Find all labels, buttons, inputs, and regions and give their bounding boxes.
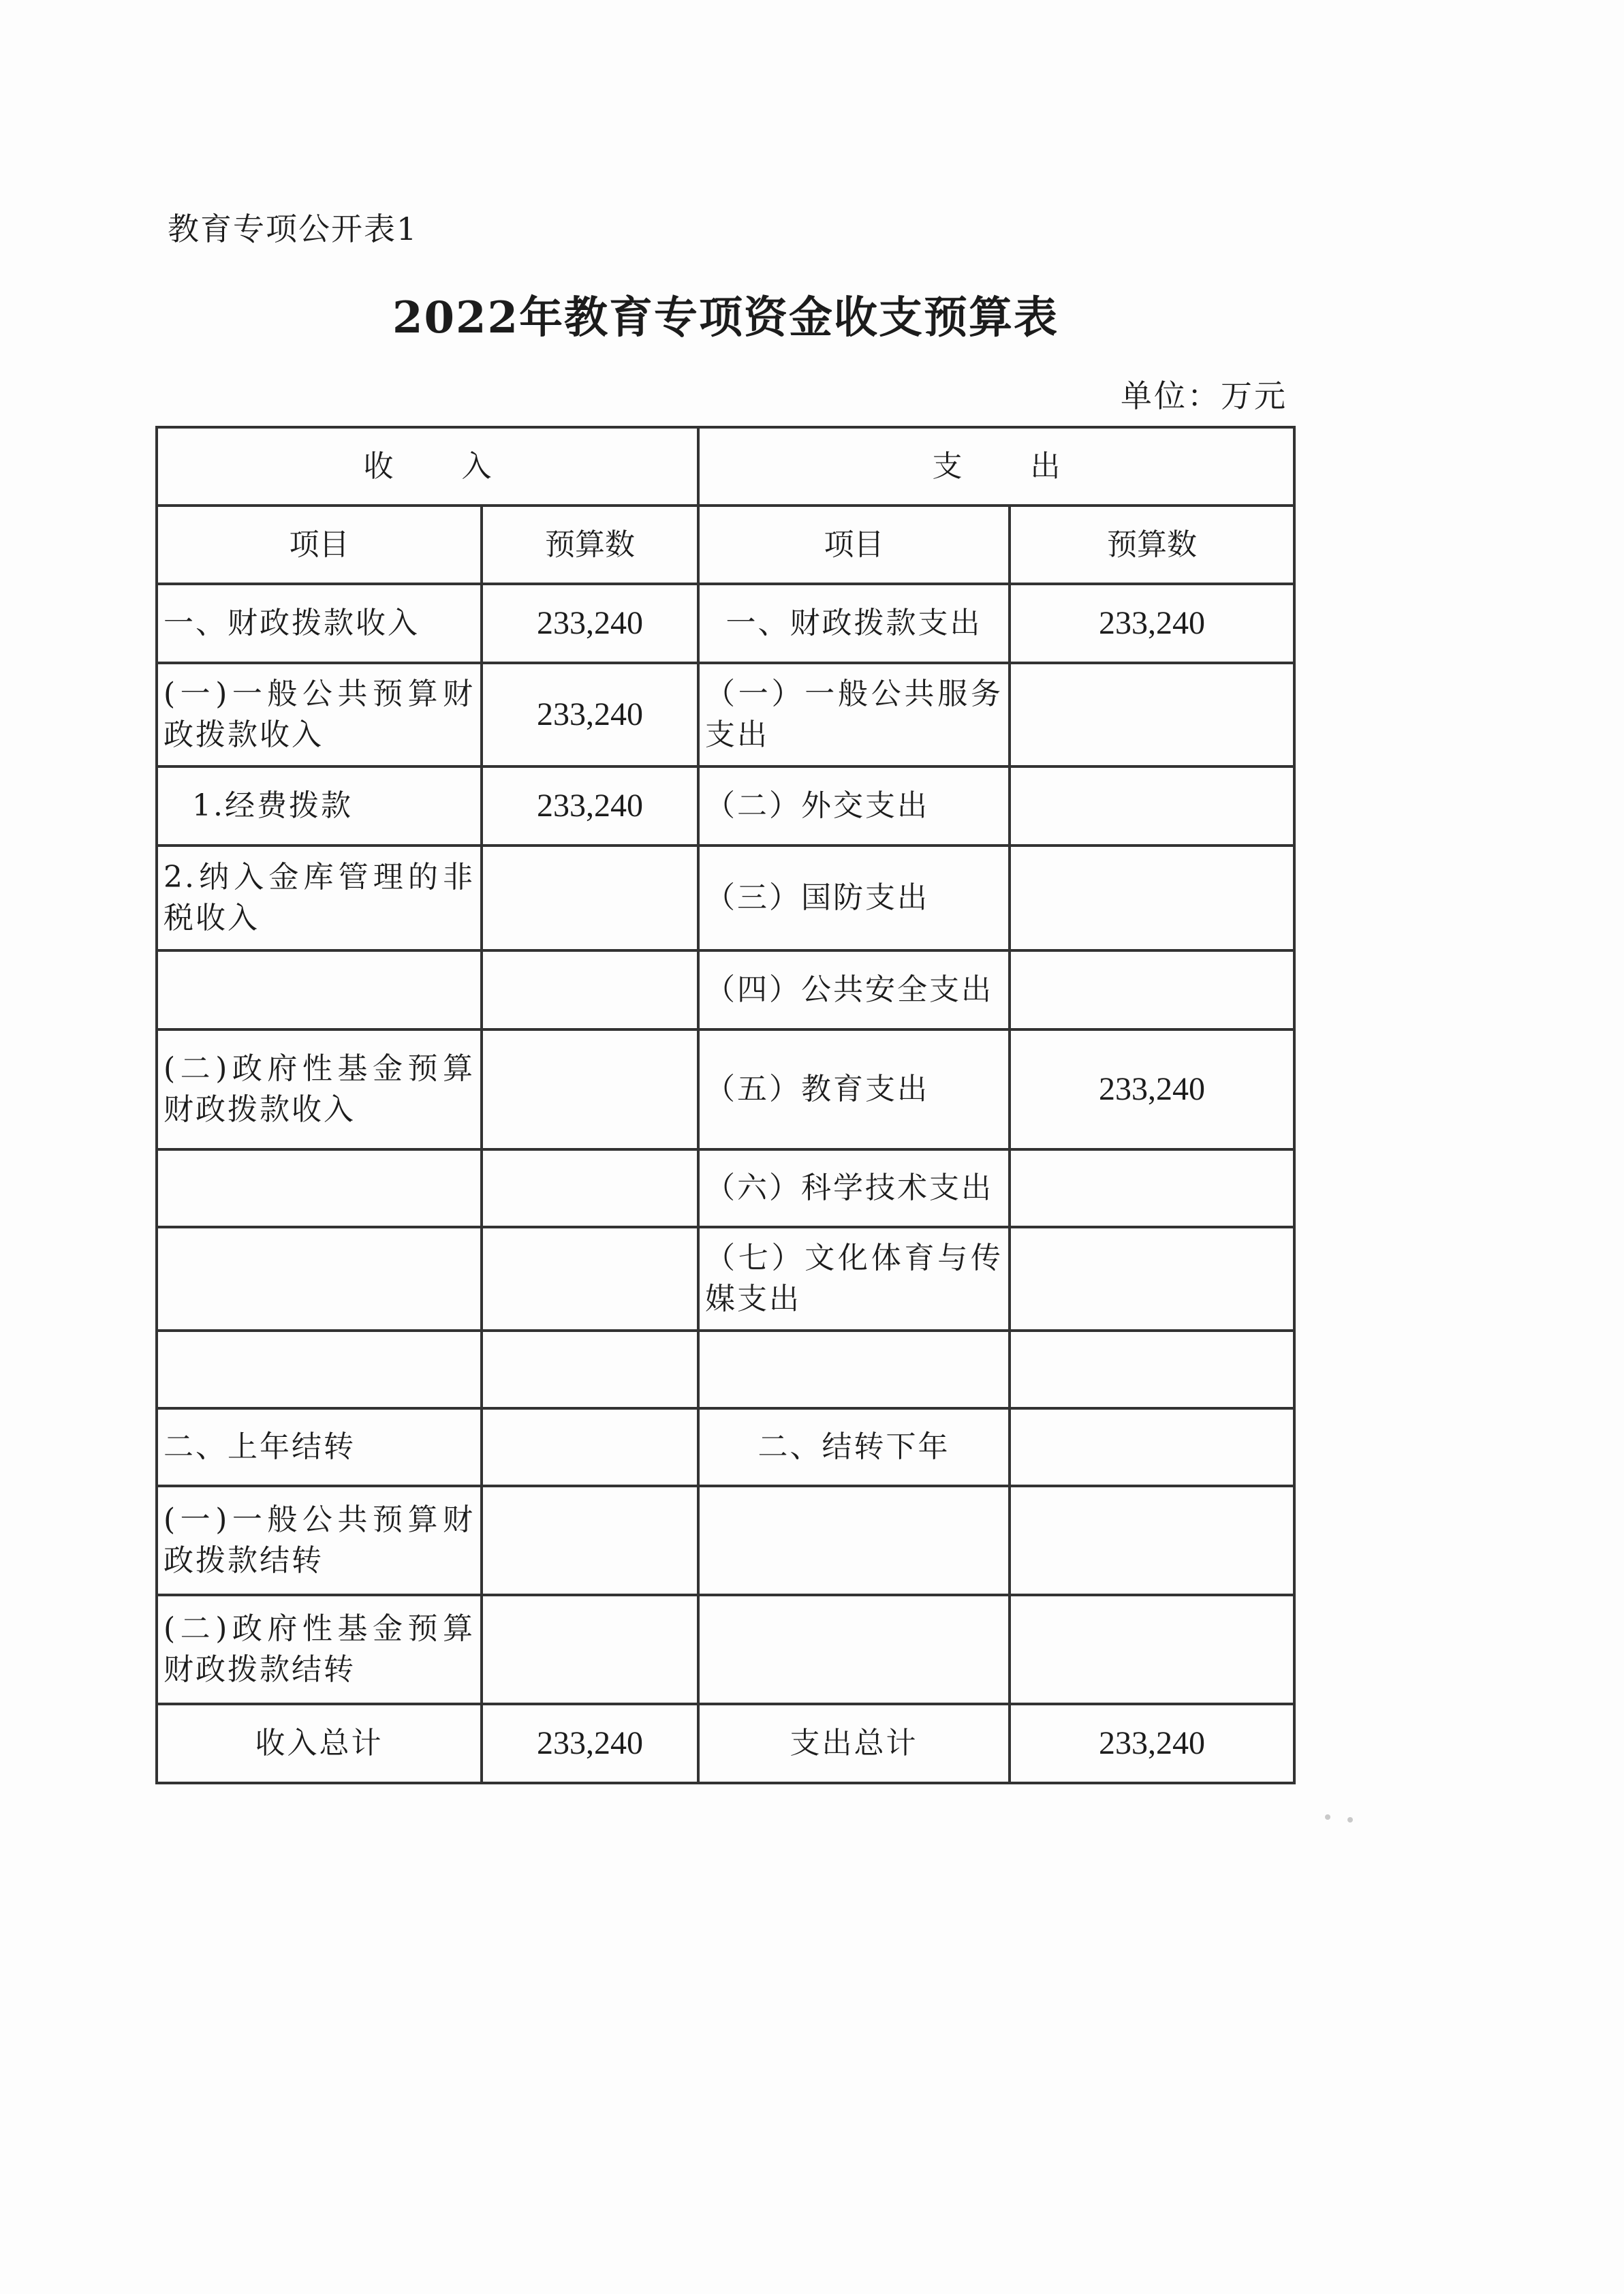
income-value (482, 950, 698, 1029)
expense-item (698, 1595, 1010, 1704)
expense-budget-header: 预算数 (1010, 506, 1294, 584)
expense-item: 一、财政拨款支出 (698, 584, 1010, 663)
section-header-row (157, 427, 1294, 506)
income-item (157, 1227, 482, 1331)
scan-speck (1347, 1817, 1353, 1823)
income-item: (一)一般公共预算财政拨款结转 (157, 1486, 482, 1595)
income-value (482, 1595, 698, 1704)
income-value: 233,240 (482, 584, 698, 663)
income-value (482, 1149, 698, 1227)
table-row (157, 1227, 1294, 1331)
table-row (157, 1029, 1294, 1149)
expense-item: （六）科学技术支出 (698, 1149, 1010, 1227)
income-value: 233,240 (482, 663, 698, 766)
expense-item (698, 1486, 1010, 1595)
table-row (157, 950, 1294, 1029)
income-item: 2.纳入金库管理的非税收入 (157, 846, 482, 950)
income-item (157, 950, 482, 1029)
table-row (157, 1408, 1294, 1486)
expense-item (698, 1331, 1010, 1408)
total-row (157, 1704, 1294, 1783)
income-item: (一)一般公共预算财政拨款收入 (157, 663, 482, 766)
income-item (157, 1149, 482, 1227)
expense-value (1010, 1595, 1294, 1704)
income-item: 1.经费拨款 (157, 766, 482, 846)
income-value (482, 1331, 698, 1408)
expense-item: （二）外交支出 (698, 766, 1010, 846)
expense-value: 233,240 (1010, 1029, 1294, 1149)
expense-item: （一）一般公共服务支出 (698, 663, 1010, 766)
income-value (482, 1408, 698, 1486)
expense-value (1010, 1486, 1294, 1595)
expense-value (1010, 1149, 1294, 1227)
income-value (482, 1227, 698, 1331)
income-total-label: 收入总计 (157, 1704, 482, 1783)
table-row (157, 584, 1294, 663)
table-row (157, 1486, 1294, 1595)
income-item: (二)政府性基金预算财政拨款收入 (157, 1029, 482, 1149)
income-item: 一、财政拨款收入 (157, 584, 482, 663)
income-value: 233,240 (482, 766, 698, 846)
income-value (482, 846, 698, 950)
expense-item: 二、结转下年 (698, 1408, 1010, 1486)
income-section-header: 收入 (157, 427, 698, 506)
page-title: 2022年教育专项资金收支预算表 (392, 292, 1059, 343)
table-row (157, 1595, 1294, 1704)
document-label: 教育专项公开表1 (168, 211, 418, 247)
income-budget-header: 预算数 (482, 506, 698, 584)
table-row (157, 766, 1294, 846)
expense-item-header: 项目 (698, 506, 1010, 584)
expense-value (1010, 1408, 1294, 1486)
expense-value (1010, 766, 1294, 846)
expense-total-label: 支出总计 (698, 1704, 1010, 1783)
income-item: (二)政府性基金预算财政拨款结转 (157, 1595, 482, 1704)
income-item: 二、上年结转 (157, 1408, 482, 1486)
expense-item: （五）教育支出 (698, 1029, 1010, 1149)
expense-item: （七）文化体育与传媒支出 (698, 1227, 1010, 1331)
table-row (157, 1149, 1294, 1227)
income-value (482, 1486, 698, 1595)
expense-value (1010, 663, 1294, 766)
income-item (157, 1331, 482, 1408)
expense-value (1010, 950, 1294, 1029)
budget-table (155, 426, 1296, 1784)
table-row (157, 1331, 1294, 1408)
table-row (157, 663, 1294, 766)
expense-value (1010, 1331, 1294, 1408)
income-item-header: 项目 (157, 506, 482, 584)
income-value (482, 1029, 698, 1149)
expense-value (1010, 846, 1294, 950)
unit-label: 单位：万元 (1121, 377, 1287, 414)
expense-value: 233,240 (1010, 584, 1294, 663)
table-row (157, 846, 1294, 950)
expense-value (1010, 1227, 1294, 1331)
expense-item: （四）公共安全支出 (698, 950, 1010, 1029)
expense-total-value: 233,240 (1010, 1704, 1294, 1783)
scan-speck (1325, 1814, 1330, 1820)
income-total-value: 233,240 (482, 1704, 698, 1783)
column-header-row (157, 506, 1294, 584)
expense-section-header: 支出 (698, 427, 1294, 506)
expense-item: （三）国防支出 (698, 846, 1010, 950)
